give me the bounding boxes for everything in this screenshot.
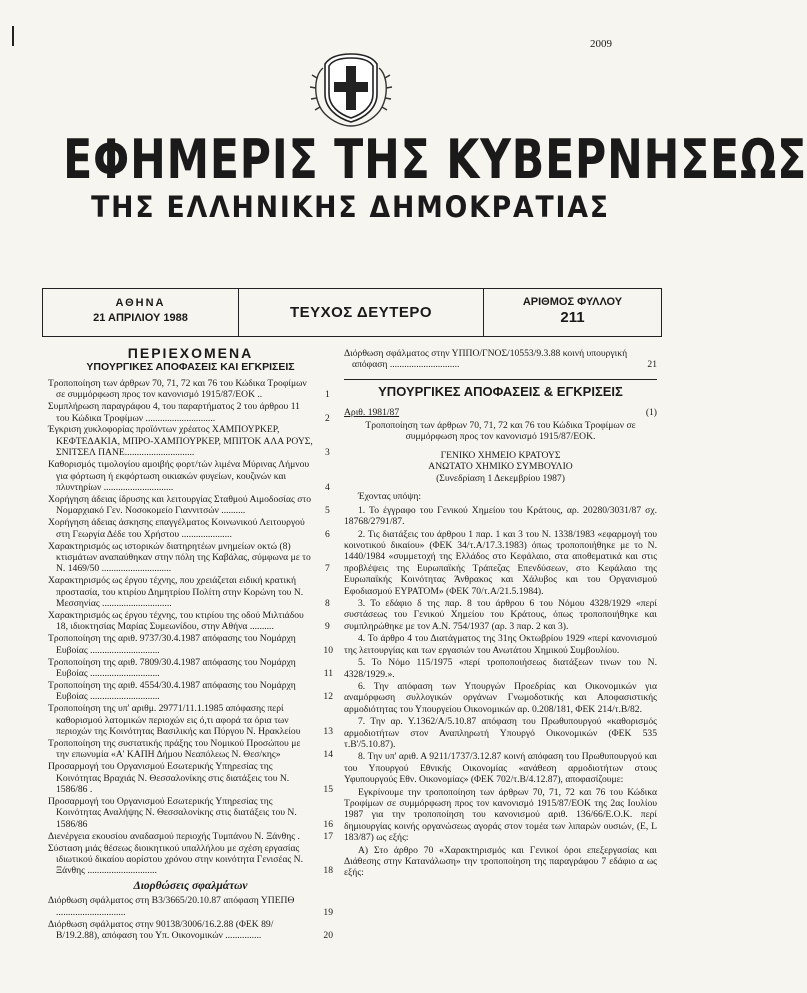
entry-text: Τροποποίηση της αριθ. 4554/30.4.1987 απόφασης του Νομάρχη Ευβοίας .............................	[48, 679, 296, 703]
entry-text: Τροποποίηση της αριθ. 7809/30.4.1987 απόφασης του Νομάρχη Ευβοίας .............................	[48, 656, 296, 679]
paragraph: 7. Την αρ. Υ.1362/Α/5.10.87 απόφαση του Πρωθυπουργού «καθορισμός αρμοδιοτήτων στον Αναπληρωτή Υπουργό Οικονομικών (ΦΕΚ 535 τ.Β'/5.10.87).	[344, 716, 657, 750]
entry-text: Τροποποίηση της συστατικής πράξης του Νομικού Προσώπου με την επωνυμία «Α' ΚΑΠΗ Δήμου Νεαπόλεως Ν. Θεσ/κης»	[48, 737, 301, 761]
decision-description: Τροποποίηση των άρθρων 70, 71, 72 και 76 του Κώδικα Τροφίμων σε συμμόρφωση προς τον κανονισμό 1915/87/ΕΟΚ.	[365, 419, 636, 443]
list-item: Χαρακτηρισμός ως έργου τέχνης, που χρειάζεται ειδική κρατική προστασία, του κτιρίου Δημητρίου Πολίτη στην Κορώνη του Ν. Μεσσηνίας ............................. 8	[48, 575, 330, 610]
contents-title: ΠΕΡΙΕΧΟΜΕΝΑ	[127, 345, 254, 361]
entry-page-number: 13	[323, 726, 333, 737]
list-item: Χαρακτηρισμός ως ιστορικών διατηρητέων μνημείων οκτώ (8) κτισμάτων αναπαύθηκαν στην πόλη της Καβάλας, σύμφωνα με το Ν. 1469/50 ............................. 7	[48, 540, 330, 575]
entry-text: Καθορισμός τιμολογίου αμοιβής φορτ/τών λιμένα Μύρινας Λήμνου για φόρτωση ή εκφόρτωση οικιακών φυγείων, κουζινών και πλυντηρίων .............................	[48, 459, 310, 493]
entry-page-number: 17	[323, 830, 333, 842]
decisions-heading: ΥΠΟΥΡΓΙΚΕΣ ΑΠΟΦΑΣΕΙΣ & ΕΓΚΡΙΣΕΙΣ	[378, 383, 623, 399]
contents-column	[48, 345, 333, 942]
list-item: Χορήγηση άδειας ίδρυσης και λειτουργίας Σταθμού Αιμοδοσίας στο Νομαρχιακό Γεν. Νοσοκομείο Γιαννιτσών .......... 5	[48, 493, 330, 517]
entry-text: Έγκριση χυκλοφορίας προϊόντων χρέατος ΧΑΜΠΟΥΡΚΕΡ, ΚΕΦΤΕΔΑΚΙΑ, ΜΠΡΟ-ΧΑΜΠΟΥΡΚΕΡ, ΜΠΙΤΟΚ ΑΛΑ ΡΟΥΣ, ΣΝΙΤΣΕΛ ΠΑΝΕ.............................	[48, 424, 313, 459]
list-item: Έγκριση χυκλοφορίας προϊόντων χρέατος ΧΑΜΠΟΥΡΚΕΡ, ΚΕΦΤΕΔΑΚΙΑ, ΜΠΡΟ-ΧΑΜΠΟΥΡΚΕΡ, ΜΠΙΤΟΚ ΑΛΑ ΡΟΥΣ, ΣΝΙΤΣΕΛ ΠΑΝΕ............................. 3	[48, 424, 330, 459]
entry-text: Τροποποίηση της υπ' αριθμ. 29771/11.1.1985 απόφασης περί καθορισμού λατομικών περιοχών εις ό,τι αφορά τα όρια των περιοχών της Κοινότητας Βασιλικής και Πύργου Ν. Ηρακλείου	[48, 703, 301, 737]
issue-date: 21 ΑΠΡΙΛΙΟΥ 1988	[93, 312, 188, 324]
list-item	[48, 738, 333, 761]
list-item	[48, 657, 333, 680]
paragraph: 1. Το έγγραφο του Γενικού Χημείου του Κράτους, αρ. 20280/3031/87 σχ. 18768/2791/87.	[344, 504, 657, 528]
list-item	[48, 895, 333, 918]
city: ΑΘΗΝΑ	[115, 297, 166, 309]
entry-page-number: 12	[323, 691, 333, 703]
gazette-title: ΕΦΗΜΕΡΙΣ ΤΗΣ ΚΥΒΕΡΝΗΣΕΩΣ	[63, 128, 807, 192]
list-item	[48, 796, 333, 830]
contents-list	[48, 378, 333, 877]
list-item	[48, 633, 333, 656]
decision-index: (1)	[645, 407, 657, 419]
greek-coat-of-arms-emblem	[307, 48, 395, 128]
issue-info-box	[42, 288, 662, 337]
list-item: Χορήγηση άδειας άσκησης επαγγέλματος Κοινωνικού Λειτουργού στη Γεωργία Δέδε του Χρήστου ..................... 6	[48, 517, 330, 540]
paragraph: 8. Την υπ' αριθ. Α 9211/1737/3.12.87 κοινή απόφαση του Πρωθυπουργού και του Υπουργού Εθνικής Οικονομίας «ανάθεση αρμοδιοτήτων στους Υφυπουργούς Εθν. Οικονομίας» (ΦΕΚ 702/τ.Β/4.12.87), αποφασίζουμε:	[344, 751, 657, 786]
list-item	[48, 680, 333, 703]
list-item	[48, 843, 333, 877]
entry-text: Τροποποίηση των άρθρων 70, 71, 72 και 76 του Κώδικα Τροφίμων σε συμμόρφωση προς τον κανονισμό 1915/87/ΕΟΚ ..	[48, 377, 307, 401]
list-item: Χαρακτηρισμός ως έργου τέχνης, του κτιρίου της οδού Μιλτιάδου 18, ιδιοκτησίας Μαρίας Συμεωνίδου, στην Αθήνα .......... 9	[48, 609, 330, 633]
issue-type-cell	[239, 289, 484, 336]
decision-number-line	[344, 407, 657, 418]
entry-text: Χαρακτηρισμός ως ιστορικών διατηρητέων μνημείων οκτώ (8) κτισμάτων αναπαύθηκαν στην πόλη της Καβάλας, σύμφωνα με το Ν. 1469/50 .............................	[48, 540, 311, 575]
list-item	[48, 919, 333, 942]
errata-list	[48, 895, 333, 941]
entry-text: Τροποποίηση της αριθ. 9737/30.4.1987 απόφασης του Νομάρχη Ευβοίας .............................	[48, 633, 296, 656]
margin-mark	[12, 26, 14, 46]
issuer-line-1: ΓΕΝΙΚΟ ΧΗΜΕΙΟ ΚΡΑΤΟΥΣ	[440, 449, 561, 461]
entry-text: Χορήγηση άδειας ίδρυσης και λειτουργίας Σταθμού Αιμοδοσίας στο Νομαρχιακό Γεν. Νοσοκομείο Γιαννιτσών ..........	[48, 493, 312, 517]
paragraph: Εγκρίνουμε την τροποποίηση των άρθρων 70, 71, 72 και 76 του Κώδικα Τροφίμων σε συμμόρφωση προς τον κανονισμό 1915/87/ΕΟΚ της 2ας Ιουλίου 1987 για την τροποποίηση του κανονισμού αριθ. 136/66/Ε.Ο.Κ. περί δημιουργίας κοινής οργανώσεως αγοράς στον τομέα των λιπαρών ουσιών, (Ε, L 183/87) ως εξής:	[344, 786, 657, 844]
list-item: Τροποποίηση των άρθρων 70, 71, 72 και 76 του Κώδικα Τροφίμων σε συμμόρφωση προς τον κανονισμό 1915/87/ΕΟΚ .. 1	[48, 377, 330, 401]
paragraph: 2. Τις διατάξεις του άρθρου 1 παρ. 1 και 3 του Ν. 1338/1983 «εφαρμογή του κοινοτικού δικαίου» (ΦΕΚ 34/τ.Α/17.3.1983) όπως τροποποιήθηκε με το Ν. 1440/1984 «συμμετοχή της Ελλάδος στο Κεφάλαιο, στα αποθεματικά και στις προβλέψεις της Ευρωπαϊκής Τράπεζας Επενδύσεων, στο Κεφάλαιο της Ευρωπαϊκής Κοινότητας Άνθρακος και Χάλυβος και του Οργανισμού Εφοδιασμού ΕΥΡΑΤΟΜ» (ΦΕΚ 70/τ.Α/21.5.1984).	[344, 528, 657, 597]
entry-text: Σύσταση μιάς θέσεως διοικητικού υπαλλήλου με σχέση εργασίας ιδιωτικού δικαίου αορίστου χρόνου στην κοινότητα Γενισέας Ν. Ξάνθης .............................	[48, 842, 304, 877]
decision-paragraphs	[344, 505, 657, 879]
session-date: (Συνεδρίαση 1 Δεκεμβρίου 1987)	[436, 473, 565, 484]
list-item	[48, 761, 333, 795]
entry-page-number: 20	[323, 929, 333, 941]
decisions-section-title: ΥΠΟΥΡΓΙΚΕΣ ΑΠΟΦΑΣΕΙΣ ΚΑΙ ΕΓΚΡΙΣΕΙΣ	[86, 361, 295, 374]
entry-page-number: 14	[323, 749, 333, 761]
gazette-subtitle: ΤΗΣ ΕΛΛΗΝΙΚΗΣ ΔΗΜΟΚΡΑΤΙΑΣ	[91, 190, 610, 224]
entry-text: Χαρακτηρισμός ως έργου τέχνης, του κτιρίου της οδού Μιλτιάδου 18, ιδιοκτησίας Μαρίας Συμεωνίδου, στην Αθήνα ..........	[48, 609, 304, 633]
page-number: 2009	[590, 38, 612, 50]
entry-page-number: 18	[323, 865, 333, 877]
city-date-cell	[43, 289, 239, 336]
paragraph: 6. Την απόφαση των Υπουργών Προεδρίας και Οικονομικών για αναμόρφωση συλλογικών οργάνων Γνωμοδοτικής και Αποφασιστικής αρμοδιότητας του Υπουργείου Οικονομικών αρ. 0.208/181, ΦΕΚ 214/τ.Β/82.	[344, 680, 657, 715]
list-item	[48, 703, 333, 737]
paragraph: Α) Στο άρθρο 70 «Χαρακτηρισμός και Γενικοί όροι επεξεργασίας και Διάθεσης στην Κατανάλωση» την τροποποίηση της παραγράφου 7 εδάφιο α ως εξής:	[344, 844, 657, 879]
entry-text: Χαρακτηρισμός ως έργου τέχνης, που χρειάζεται ειδική κρατική προστασία, του κτιρίου Δημητρίου Πολίτη στην Κορώνη του Ν. Μεσσηνίας .............................	[48, 575, 304, 610]
issuer-line-2: ΑΝΩΤΑΤΟ ΧΗΜΙΚΟ ΣΥΜΒΟΥΛΙΟ	[428, 461, 573, 473]
section-divider	[344, 379, 657, 380]
errata-section-title: Διορθώσεις σφαλμάτων	[133, 879, 248, 892]
entry-text: Χορήγηση άδειας άσκησης επαγγέλματος Κοινωνικού Λειτουργού στη Γεωργία Δέδε του Χρήστου .....................	[48, 517, 305, 540]
paragraph: 4. Το άρθρο 4 του Διατάγματος της 31ης Οκτωβρίου 1929 «περί κανονισμού της λειτουργίας και των εργασιών του Ανωτάτου Χημικού Συμβουλίου.	[344, 633, 657, 656]
decision-column	[344, 348, 657, 880]
list-item	[48, 831, 333, 842]
having-considered: Έχοντας υπόψη:	[358, 491, 421, 503]
issue-type: ΤΕΥΧΟΣ ΔΕΥΤΕΡΟ	[289, 304, 433, 321]
top-errata-page: 21	[647, 359, 657, 371]
sheet-number: 211	[560, 309, 585, 326]
entry-page-number: 10	[323, 644, 333, 656]
top-errata-text: Διόρθωση σφάλματος στην ΥΠΠΟ/ΓΝΟΣ/10553/9.3.88 κοινή υπουργική απόφαση .............................	[344, 348, 628, 371]
entry-text: Διενέργεια εκουσίου αναδασμού περιοχής Τυμπάνου Ν. Ξάνθης .	[48, 830, 300, 842]
entry-text: Διόρθωση σφάλματος στη Β3/3665/20.10.87 απόφαση ΥΠΕΠΘ .............................	[48, 895, 295, 918]
paragraph: 5. Το Νόμο 115/1975 «περί τροποποιήσεως διατάξεων τινων του Ν. 4328/1929.».	[344, 657, 657, 680]
entry-page-number: 11	[323, 667, 333, 679]
entry-page-number: 16	[323, 818, 333, 830]
entry-text: Συμπλήρωση παραγράφου 4, του παραρτήματος 2 του άρθρου 11 του Κώδικα Τροφίμων .............................	[48, 401, 300, 424]
masthead	[0, 128, 807, 224]
top-errata-entry	[344, 348, 657, 371]
sheet-number-cell	[484, 289, 661, 336]
entry-text: Διόρθωση σφάλματος στην 90138/3006/16.2.88 (ΦΕΚ 89/Β/19.2.88), απόφαση του Υπ. Οικονομικών ...............	[48, 918, 274, 941]
sheet-label: ΑΡΙΘΜΟΣ ΦΥΛΛΟΥ	[522, 296, 623, 308]
decision-label: Αριθ. 1981/87	[344, 407, 400, 419]
entry-page-number: 15	[323, 784, 333, 796]
entry-text: Προσαρμογή του Οργανισμού Εσωτερικής Υπηρεσίας της Κοινότητας Βραχιάς Ν. Θεσσαλονίκης στις διατάξεις του Ν. 1586/86 .	[48, 761, 290, 796]
entry-text: Προσαρμογή του Οργανισμού Εσωτερικής Υπηρεσίας της Κοινότητας Αναλήψης Ν. Θεσσαλονίκης στις διατάξεις του Ν. 1586/86	[48, 795, 297, 830]
entry-page-number: 19	[323, 906, 333, 918]
list-item: Συμπλήρωση παραγράφου 4, του παραρτήματος 2 του άρθρου 11 του Κώδικα Τροφίμων ............................. 2	[48, 401, 330, 424]
list-item: Καθορισμός τιμολογίου αμοιβής φορτ/τών λιμένα Μύρινας Λήμνου για φόρτωση ή εκφόρτωση οικιακών φυγείων, κουζινών και πλυντηρίων ............................. 4	[48, 459, 330, 493]
paragraph: 3. Το εδάφιο δ της παρ. 8 του άρθρου 6 του Νόμου 4328/1929 «περί συστάσεως του Γενικού Χημείου του Κράτους, όπως τροποποιήθηκε και συμπληρώθηκε με τον Α.Ν. 754/1937 (αρ. 3 παρ. 2 και 3).	[344, 598, 657, 632]
